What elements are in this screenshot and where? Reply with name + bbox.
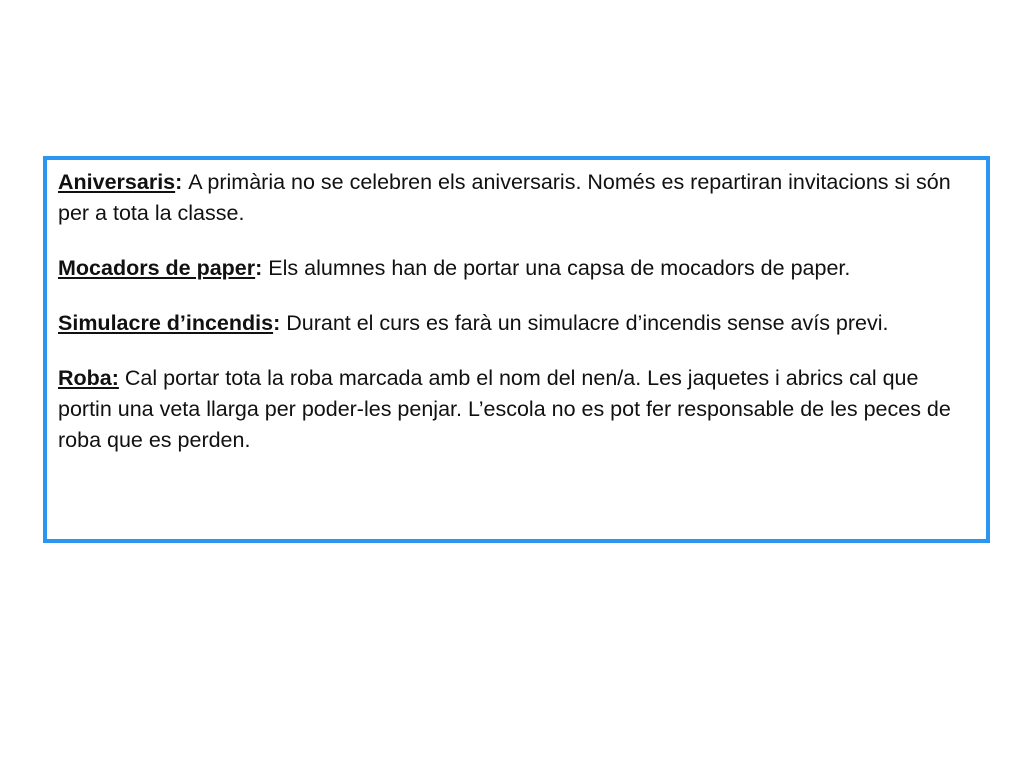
school-rules-box: [43, 156, 990, 543]
notice-heading: Simulacre d’incendis: [58, 311, 274, 335]
notice-heading: Roba:: [58, 366, 119, 390]
notice-body: Durant el curs es farà un simulacre d’incendis sense avís previ.: [286, 311, 889, 335]
notice-body: Els alumnes han de portar una capsa de mocadors de paper.: [268, 256, 851, 280]
notice-colon: :: [273, 311, 287, 335]
notice-colon: :: [175, 170, 189, 194]
notice-heading: Aniversaris: [58, 170, 176, 194]
notice-clothing: [58, 363, 976, 456]
notice-heading: Mocadors de paper: [58, 256, 256, 280]
notice-tissues: [58, 253, 976, 284]
notice-body: A primària no se celebren els aniversaris. Només es repartiran invitacions si són per a tota la classe.: [58, 170, 951, 225]
notice-body: Cal portar tota la roba marcada amb el nom del nen/a. Les jaquetes i abrics cal que portin una veta llarga per poder-les penjar. L’escola no es pot fer responsable de les peces de roba que es perden.: [58, 366, 951, 452]
notice-colon: :: [255, 256, 269, 280]
notice-birthdays: [58, 167, 976, 229]
notice-fire-drill: [58, 308, 976, 339]
